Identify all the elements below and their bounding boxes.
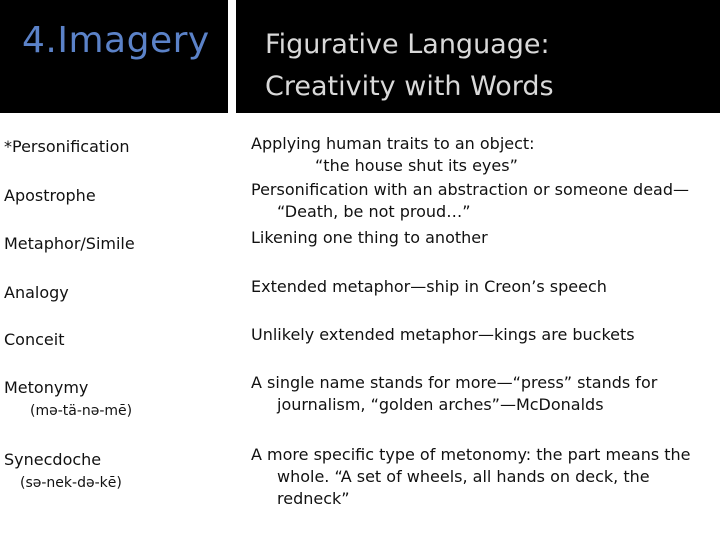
definition-apostrophe xyxy=(251,179,689,223)
definition-personification xyxy=(251,133,535,177)
term-metaphor-simile: Metaphor/Simile xyxy=(4,234,135,253)
term-apostrophe: Apostrophe xyxy=(4,186,96,205)
definition-synecdoche xyxy=(251,444,691,510)
term-synecdoche: Synecdoche xyxy=(4,450,102,469)
term-conceit: Conceit xyxy=(4,330,65,349)
definition-line: A more specific type of metonomy: the part means the xyxy=(251,445,691,464)
definition-line: journalism, “golden arches”—McDonalds xyxy=(277,395,604,414)
slide-title xyxy=(265,24,554,108)
pronunciation-metonymy: (mə-tä-nə-mē) xyxy=(30,403,133,419)
definition-metonymy xyxy=(251,372,657,416)
slide-title-line-2: Creativity with Words xyxy=(265,71,554,102)
definition-example: “Death, be not proud…” xyxy=(277,202,471,221)
term-metonymy: Metonymy xyxy=(4,378,89,397)
definition-line: Personification with an abstraction or someone dead— xyxy=(251,180,689,199)
pronunciation-synecdoche: (sə-nek-də-kē) xyxy=(20,475,122,491)
slide-header xyxy=(0,0,720,113)
definition-conceit: Unlikely extended metaphor—kings are buckets xyxy=(251,325,635,344)
definition-line: A single name stands for more—“press” stands for xyxy=(251,373,658,392)
definition-metaphor: Likening one thing to another xyxy=(251,228,488,247)
term-personification: *Personification xyxy=(4,137,130,156)
definition-line: redneck” xyxy=(277,489,350,508)
definition-analogy: Extended metaphor—ship in Creon’s speech xyxy=(251,277,607,296)
definition-example: “the house shut its eyes” xyxy=(315,156,518,175)
header-divider xyxy=(228,0,236,113)
definition-line: whole. “A set of wheels, all hands on deck, the xyxy=(277,467,650,486)
slide-title-line-1: Figurative Language: xyxy=(265,29,550,60)
slide-number-title: 4.Imagery xyxy=(22,20,210,61)
definition-line: Applying human traits to an object: xyxy=(251,134,535,153)
term-analogy: Analogy xyxy=(4,283,69,302)
